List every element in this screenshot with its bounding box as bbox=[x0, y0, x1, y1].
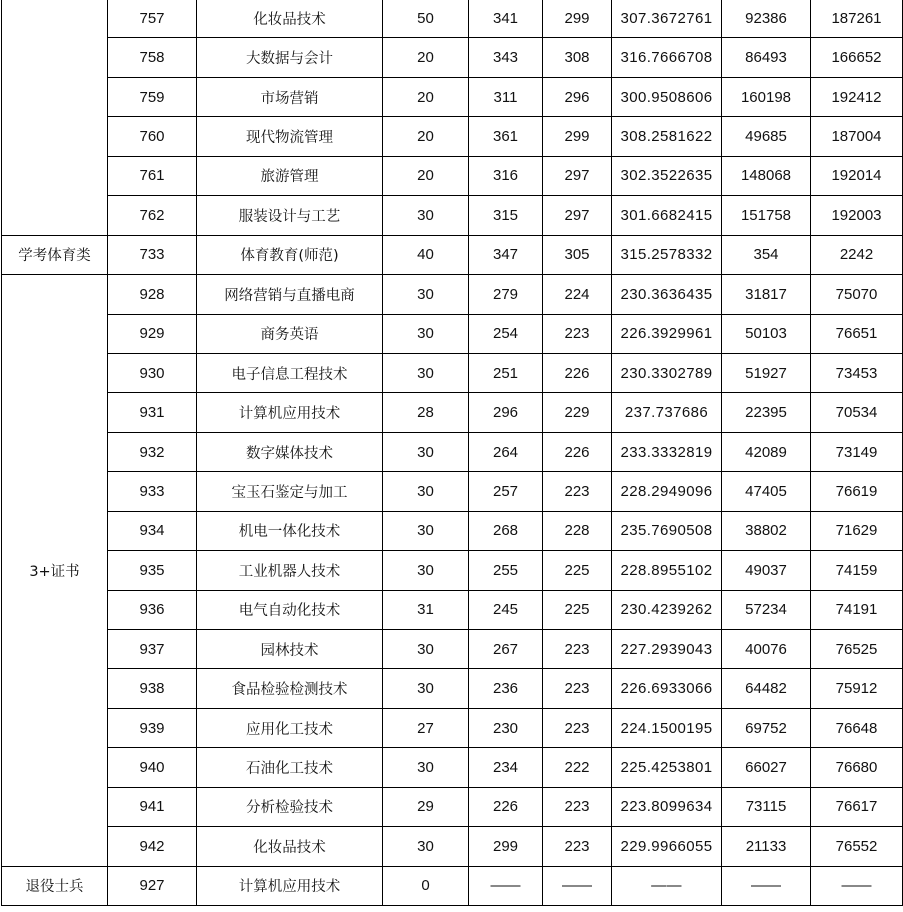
rank-cell-b: —— bbox=[811, 866, 903, 905]
plan-count-cell: 30 bbox=[383, 432, 469, 471]
table-row bbox=[2, 748, 903, 787]
plan-count-cell: 30 bbox=[383, 196, 469, 235]
rank-cell-a: 151758 bbox=[722, 196, 811, 235]
rank-cell-b: 76651 bbox=[811, 314, 903, 353]
rank-cell-a: 64482 bbox=[722, 669, 811, 708]
min-score-cell: 305 bbox=[543, 235, 612, 274]
max-score-cell: 279 bbox=[469, 275, 543, 314]
min-score-cell: 223 bbox=[543, 787, 612, 826]
rank-cell-b: 71629 bbox=[811, 511, 903, 550]
min-score-cell: 226 bbox=[543, 432, 612, 471]
rank-cell-b: 76680 bbox=[811, 748, 903, 787]
rank-cell-b: 2242 bbox=[811, 235, 903, 274]
rank-cell-b: 74159 bbox=[811, 551, 903, 590]
avg-score-cell: 224.1500195 bbox=[612, 708, 722, 747]
avg-score-cell: 307.3672761 bbox=[612, 0, 722, 38]
rank-cell-a: 73115 bbox=[722, 787, 811, 826]
avg-score-cell: 301.6682415 bbox=[612, 196, 722, 235]
program-code-cell: 935 bbox=[108, 551, 197, 590]
plan-count-cell: 30 bbox=[383, 511, 469, 550]
program-code-cell: 942 bbox=[108, 827, 197, 866]
rank-cell-b: 75912 bbox=[811, 669, 903, 708]
min-score-cell: 223 bbox=[543, 472, 612, 511]
rank-cell-b: 73149 bbox=[811, 432, 903, 471]
major-name-cell: 宝玉石鉴定与加工 bbox=[197, 472, 383, 511]
rank-cell-a: 50103 bbox=[722, 314, 811, 353]
rank-cell-b: 192003 bbox=[811, 196, 903, 235]
table-row bbox=[2, 669, 903, 708]
major-name-cell: 园林技术 bbox=[197, 630, 383, 669]
avg-score-cell: 300.9508606 bbox=[612, 77, 722, 116]
min-score-cell: 296 bbox=[543, 77, 612, 116]
plan-count-cell: 30 bbox=[383, 748, 469, 787]
rank-cell-a: 38802 bbox=[722, 511, 811, 550]
major-name-cell: 电气自动化技术 bbox=[197, 590, 383, 629]
max-score-cell: 268 bbox=[469, 511, 543, 550]
rank-cell-b: 76525 bbox=[811, 630, 903, 669]
major-name-cell: 应用化工技术 bbox=[197, 708, 383, 747]
major-name-cell: 计算机应用技术 bbox=[197, 866, 383, 905]
max-score-cell: 299 bbox=[469, 827, 543, 866]
program-code-cell: 761 bbox=[108, 156, 197, 195]
rank-cell-b: 76552 bbox=[811, 827, 903, 866]
program-code-cell: 929 bbox=[108, 314, 197, 353]
plan-count-cell: 50 bbox=[383, 0, 469, 38]
avg-score-cell: 229.9966055 bbox=[612, 827, 722, 866]
rank-cell-a: 42089 bbox=[722, 432, 811, 471]
min-score-cell: 297 bbox=[543, 196, 612, 235]
rank-cell-b: 187004 bbox=[811, 117, 903, 156]
rank-cell-a: 148068 bbox=[722, 156, 811, 195]
min-score-cell: 223 bbox=[543, 669, 612, 708]
plan-count-cell: 30 bbox=[383, 472, 469, 511]
rank-cell-a: 22395 bbox=[722, 393, 811, 432]
max-score-cell: 267 bbox=[469, 630, 543, 669]
max-score-cell: 236 bbox=[469, 669, 543, 708]
rank-cell-a: 66027 bbox=[722, 748, 811, 787]
table-row bbox=[2, 196, 903, 235]
major-name-cell: 数字媒体技术 bbox=[197, 432, 383, 471]
rank-cell-a: 47405 bbox=[722, 472, 811, 511]
rank-cell-a: 354 bbox=[722, 235, 811, 274]
min-score-cell: 223 bbox=[543, 708, 612, 747]
program-code-cell: 940 bbox=[108, 748, 197, 787]
plan-count-cell: 20 bbox=[383, 156, 469, 195]
program-code-cell: 939 bbox=[108, 708, 197, 747]
table-body bbox=[2, 0, 903, 906]
program-code-cell: 930 bbox=[108, 353, 197, 392]
program-code-cell: 757 bbox=[108, 0, 197, 38]
program-code-cell: 934 bbox=[108, 511, 197, 550]
plan-count-cell: 28 bbox=[383, 393, 469, 432]
max-score-cell: 347 bbox=[469, 235, 543, 274]
max-score-cell: 245 bbox=[469, 590, 543, 629]
avg-score-cell: 233.3332819 bbox=[612, 432, 722, 471]
avg-score-cell: 228.8955102 bbox=[612, 551, 722, 590]
plan-count-cell: 30 bbox=[383, 630, 469, 669]
rank-cell-b: 187261 bbox=[811, 0, 903, 38]
rank-cell-b: 76619 bbox=[811, 472, 903, 511]
avg-score-cell: 230.3636435 bbox=[612, 275, 722, 314]
max-score-cell: 316 bbox=[469, 156, 543, 195]
rank-cell-a: 86493 bbox=[722, 38, 811, 77]
max-score-cell: 343 bbox=[469, 38, 543, 77]
major-name-cell: 体育教育(师范) bbox=[197, 235, 383, 274]
min-score-cell: 299 bbox=[543, 117, 612, 156]
rank-cell-b: 192412 bbox=[811, 77, 903, 116]
min-score-cell: 224 bbox=[543, 275, 612, 314]
rank-cell-a: 160198 bbox=[722, 77, 811, 116]
major-name-cell: 网络营销与直播电商 bbox=[197, 275, 383, 314]
avg-score-cell: 225.4253801 bbox=[612, 748, 722, 787]
avg-score-cell: 226.3929961 bbox=[612, 314, 722, 353]
program-code-cell: 759 bbox=[108, 77, 197, 116]
rank-cell-b: 74191 bbox=[811, 590, 903, 629]
table-row bbox=[2, 866, 903, 905]
rank-cell-a: 51927 bbox=[722, 353, 811, 392]
major-name-cell: 工业机器人技术 bbox=[197, 551, 383, 590]
table-row bbox=[2, 787, 903, 826]
program-code-cell: 941 bbox=[108, 787, 197, 826]
plan-count-cell: 20 bbox=[383, 77, 469, 116]
plan-count-cell: 30 bbox=[383, 669, 469, 708]
major-name-cell: 化妆品技术 bbox=[197, 0, 383, 38]
avg-score-cell: 230.4239262 bbox=[612, 590, 722, 629]
min-score-cell: 226 bbox=[543, 353, 612, 392]
major-name-cell: 大数据与会计 bbox=[197, 38, 383, 77]
table-row bbox=[2, 590, 903, 629]
max-score-cell: 257 bbox=[469, 472, 543, 511]
rank-cell-a: —— bbox=[722, 866, 811, 905]
max-score-cell: 255 bbox=[469, 551, 543, 590]
rank-cell-b: 76648 bbox=[811, 708, 903, 747]
program-code-cell: 760 bbox=[108, 117, 197, 156]
rank-cell-b: 70534 bbox=[811, 393, 903, 432]
table-row bbox=[2, 235, 903, 274]
table-row bbox=[2, 827, 903, 866]
plan-count-cell: 30 bbox=[383, 314, 469, 353]
table-row bbox=[2, 393, 903, 432]
program-code-cell: 927 bbox=[108, 866, 197, 905]
avg-score-cell: 315.2578332 bbox=[612, 235, 722, 274]
rank-cell-b: 75070 bbox=[811, 275, 903, 314]
plan-count-cell: 31 bbox=[383, 590, 469, 629]
major-name-cell: 机电一体化技术 bbox=[197, 511, 383, 550]
major-name-cell: 电子信息工程技术 bbox=[197, 353, 383, 392]
max-score-cell: —— bbox=[469, 866, 543, 905]
min-score-cell: 225 bbox=[543, 551, 612, 590]
max-score-cell: 315 bbox=[469, 196, 543, 235]
table-row bbox=[2, 117, 903, 156]
table-row bbox=[2, 708, 903, 747]
avg-score-cell: 227.2939043 bbox=[612, 630, 722, 669]
table-row bbox=[2, 38, 903, 77]
min-score-cell: 228 bbox=[543, 511, 612, 550]
major-name-cell: 旅游管理 bbox=[197, 156, 383, 195]
major-name-cell: 计算机应用技术 bbox=[197, 393, 383, 432]
max-score-cell: 254 bbox=[469, 314, 543, 353]
table-row bbox=[2, 156, 903, 195]
plan-count-cell: 30 bbox=[383, 353, 469, 392]
min-score-cell: 222 bbox=[543, 748, 612, 787]
min-score-cell: 223 bbox=[543, 630, 612, 669]
table-row bbox=[2, 353, 903, 392]
min-score-cell: 297 bbox=[543, 156, 612, 195]
min-score-cell: 225 bbox=[543, 590, 612, 629]
min-score-cell: 223 bbox=[543, 314, 612, 353]
max-score-cell: 296 bbox=[469, 393, 543, 432]
table-row bbox=[2, 432, 903, 471]
min-score-cell: 229 bbox=[543, 393, 612, 432]
program-code-cell: 928 bbox=[108, 275, 197, 314]
rank-cell-a: 31817 bbox=[722, 275, 811, 314]
avg-score-cell: 235.7690508 bbox=[612, 511, 722, 550]
avg-score-cell: —— bbox=[612, 866, 722, 905]
min-score-cell: 308 bbox=[543, 38, 612, 77]
program-code-cell: 932 bbox=[108, 432, 197, 471]
max-score-cell: 251 bbox=[469, 353, 543, 392]
rank-cell-a: 49037 bbox=[722, 551, 811, 590]
rank-cell-a: 69752 bbox=[722, 708, 811, 747]
program-code-cell: 931 bbox=[108, 393, 197, 432]
rank-cell-b: 73453 bbox=[811, 353, 903, 392]
plan-count-cell: 0 bbox=[383, 866, 469, 905]
major-name-cell: 服装设计与工艺 bbox=[197, 196, 383, 235]
major-name-cell: 市场营销 bbox=[197, 77, 383, 116]
major-name-cell: 化妆品技术 bbox=[197, 827, 383, 866]
min-score-cell: —— bbox=[543, 866, 612, 905]
table-row bbox=[2, 314, 903, 353]
max-score-cell: 226 bbox=[469, 787, 543, 826]
avg-score-cell: 308.2581622 bbox=[612, 117, 722, 156]
avg-score-cell: 228.2949096 bbox=[612, 472, 722, 511]
rank-cell-a: 21133 bbox=[722, 827, 811, 866]
category-cell: 3+证书 bbox=[2, 275, 108, 867]
rank-cell-a: 40076 bbox=[722, 630, 811, 669]
rank-cell-b: 192014 bbox=[811, 156, 903, 195]
rank-cell-a: 57234 bbox=[722, 590, 811, 629]
max-score-cell: 361 bbox=[469, 117, 543, 156]
max-score-cell: 230 bbox=[469, 708, 543, 747]
avg-score-cell: 316.7666708 bbox=[612, 38, 722, 77]
category-cell bbox=[2, 0, 108, 235]
avg-score-cell: 223.8099634 bbox=[612, 787, 722, 826]
plan-count-cell: 30 bbox=[383, 827, 469, 866]
min-score-cell: 299 bbox=[543, 0, 612, 38]
rank-cell-b: 166652 bbox=[811, 38, 903, 77]
avg-score-cell: 226.6933066 bbox=[612, 669, 722, 708]
major-name-cell: 现代物流管理 bbox=[197, 117, 383, 156]
avg-score-cell: 230.3302789 bbox=[612, 353, 722, 392]
table-row bbox=[2, 472, 903, 511]
plan-count-cell: 27 bbox=[383, 708, 469, 747]
program-code-cell: 936 bbox=[108, 590, 197, 629]
major-name-cell: 分析检验技术 bbox=[197, 787, 383, 826]
rank-cell-a: 92386 bbox=[722, 0, 811, 38]
major-name-cell: 食品检验检测技术 bbox=[197, 669, 383, 708]
max-score-cell: 341 bbox=[469, 0, 543, 38]
table-row bbox=[2, 77, 903, 116]
admissions-table bbox=[1, 0, 903, 906]
plan-count-cell: 20 bbox=[383, 38, 469, 77]
table-row bbox=[2, 275, 903, 314]
table-row bbox=[2, 0, 903, 38]
table-row bbox=[2, 511, 903, 550]
program-code-cell: 933 bbox=[108, 472, 197, 511]
rank-cell-b: 76617 bbox=[811, 787, 903, 826]
category-cell: 学考体育类 bbox=[2, 235, 108, 274]
major-name-cell: 商务英语 bbox=[197, 314, 383, 353]
program-code-cell: 758 bbox=[108, 38, 197, 77]
program-code-cell: 762 bbox=[108, 196, 197, 235]
plan-count-cell: 30 bbox=[383, 275, 469, 314]
avg-score-cell: 237.737686 bbox=[612, 393, 722, 432]
max-score-cell: 311 bbox=[469, 77, 543, 116]
table-row bbox=[2, 630, 903, 669]
plan-count-cell: 30 bbox=[383, 551, 469, 590]
plan-count-cell: 20 bbox=[383, 117, 469, 156]
rank-cell-a: 49685 bbox=[722, 117, 811, 156]
program-code-cell: 937 bbox=[108, 630, 197, 669]
max-score-cell: 234 bbox=[469, 748, 543, 787]
program-code-cell: 938 bbox=[108, 669, 197, 708]
plan-count-cell: 29 bbox=[383, 787, 469, 826]
program-code-cell: 733 bbox=[108, 235, 197, 274]
category-cell: 退役士兵 bbox=[2, 866, 108, 905]
major-name-cell: 石油化工技术 bbox=[197, 748, 383, 787]
avg-score-cell: 302.3522635 bbox=[612, 156, 722, 195]
max-score-cell: 264 bbox=[469, 432, 543, 471]
plan-count-cell: 40 bbox=[383, 235, 469, 274]
min-score-cell: 223 bbox=[543, 827, 612, 866]
table-row bbox=[2, 551, 903, 590]
